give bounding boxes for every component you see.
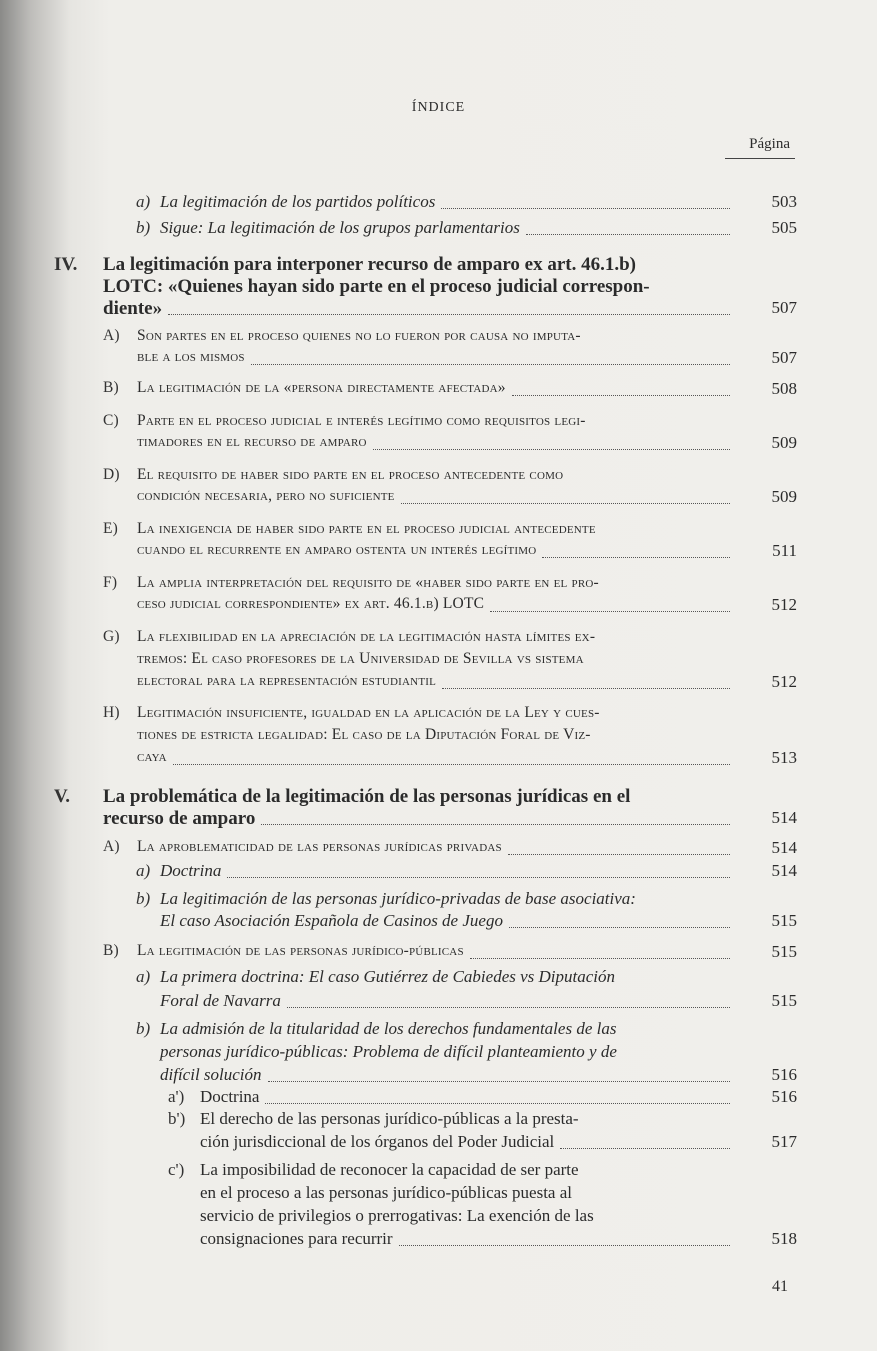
dot-leader [470,958,730,959]
toc-entry-page: 509 [771,433,797,452]
page-title: ÍNDICE [411,100,466,115]
dot-leader [526,234,730,235]
toc-entry-text: timadores en el recurso de amparo [137,433,367,450]
toc-entry-text: ble a los mismos [137,348,245,365]
dot-leader [508,854,730,855]
toc-entry-page: 513 [771,748,797,767]
toc-entry-text: en el proceso a las personas jurídico-públicas puesta al [200,1183,572,1202]
toc-entry-page: 512 [771,595,797,614]
toc-entry-label: a) [136,192,151,211]
toc-entry-label: c') [168,1160,185,1179]
toc-entry-page: 508 [771,379,797,398]
toc-entry-label: C) [103,412,119,429]
toc-entry-label: V. [54,786,71,807]
toc-entry-text: Son partes en el proceso quienes no lo fueron por causa no imputa- [137,327,581,344]
toc-entry-text: caya [137,748,167,765]
toc-entry-label: a') [168,1087,185,1106]
toc-entry-page: 518 [771,1229,797,1248]
dot-leader [560,1148,730,1149]
dot-leader [227,877,730,878]
toc-entry-label: A) [103,838,120,855]
toc-entry-label: B) [103,379,119,396]
toc-entry-page: 505 [771,218,797,237]
toc-entry-label: G) [103,628,120,645]
dot-leader [265,1103,730,1104]
dot-leader [442,688,730,689]
dot-leader [373,449,730,450]
toc-entry-label: b) [136,1019,151,1038]
toc-entry-text: cuando el recurrente en amparo ostenta un interés legítimo [137,541,537,558]
toc-entry-page: 514 [771,808,797,827]
dot-leader [268,1081,730,1082]
toc-entry-text: electoral para la representación estudiantil [137,672,437,689]
toc-entry-text: El derecho de las personas jurídico-públicas a la presta- [200,1109,579,1128]
dot-leader [399,1245,730,1246]
dot-leader [287,1007,730,1008]
toc-entry-page: 512 [771,672,797,691]
toc-entry-text: La legitimación de las personas jurídico-públicas [137,942,464,959]
toc-entry-label: E) [103,520,119,537]
toc-entry-label: F) [103,574,118,591]
toc-entry-text: condición necesaria, pero no suficiente [137,487,395,504]
toc-entry-text: LOTC: «Quienes hayan sido parte en el proceso judicial correspon- [103,276,650,297]
toc-entry-label: IV. [54,254,78,275]
dot-leader [509,927,730,928]
toc-entry-page: 507 [771,298,797,317]
toc-entry-label: D) [103,466,120,483]
toc-entry-text: La aproblematicidad de las personas jurídicas privadas [137,838,502,855]
toc-entry-text: Legitimación insuficiente, igualdad en la aplicación de la Ley y cues- [137,704,600,721]
toc-entry-text: Parte en el proceso judicial e interés legítimo como requisitos legi- [137,412,586,429]
page-number: 41 [772,1278,788,1295]
toc-entry-text: La primera doctrina: El caso Gutiérrez de Cabiedes vs Diputación [160,967,616,986]
toc-entry-text: La legitimación de los partidos políticos [160,192,436,211]
toc-entry-text: recurso de amparo [103,808,256,829]
dot-leader [512,395,730,396]
toc-entry-text: La admisión de la titularidad de los derechos fundamentales de las [160,1019,617,1038]
page-column-label: Página [749,136,790,152]
toc-entry-text: El caso Asociación Española de Casinos de Juego [160,911,503,930]
toc-entry-page: 514 [771,838,797,857]
header-divider [725,158,795,159]
toc-entry-text: ceso judicial correspondiente» ex art. 46.1.b) LOTC [137,595,485,612]
dot-leader [490,611,730,612]
toc-entry-text: Doctrina [200,1087,260,1106]
dot-leader [261,824,730,825]
toc-entry-label: H) [103,704,120,721]
toc-entry-text: La amplia interpretación del requisito de «haber sido parte en el pro- [137,574,599,591]
toc-entry-page: 515 [771,942,797,961]
toc-entry-page: 511 [772,541,797,560]
toc-entry-label: B) [103,942,119,959]
toc-entry-text: difícil solución [160,1065,262,1084]
toc-entry-text: Foral de Navarra [160,991,281,1010]
toc-entry-text: tiones de estricta legalidad: El caso de la Diputación Foral de Viz- [137,726,591,743]
toc-entry-page: 503 [771,192,797,211]
toc-entry-text: consignaciones para recurrir [200,1229,393,1248]
toc-entry-page: 516 [771,1087,797,1106]
toc-entry-label: a) [136,967,151,986]
toc-entry-page: 515 [771,911,797,930]
toc-entry-text: La legitimación de las personas jurídico-privadas de base asociativa: [160,889,636,908]
dot-leader [401,503,730,504]
toc-entry-page: 515 [771,991,797,1010]
toc-entry-text: La imposibilidad de reconocer la capacidad de ser parte [200,1160,579,1179]
toc-entry-page: 517 [771,1132,797,1151]
toc-entry-label: a) [136,861,151,880]
dot-leader [542,557,730,558]
toc-entry-page: 507 [771,348,797,367]
dot-leader [441,208,730,209]
toc-entry-label: A) [103,327,120,344]
toc-entry-page: 514 [771,861,797,880]
toc-entry-text: diente» [103,298,163,319]
toc-entry-text: La problemática de la legitimación de las personas jurídicas en el [103,786,631,807]
toc-entry-page: 516 [771,1065,797,1084]
toc-entry-text: personas jurídico-públicas: Problema de difícil planteamiento y de [160,1042,617,1061]
toc-entry-text: La flexibilidad en la apreciación de la legitimación hasta límites ex- [137,628,596,645]
dot-leader [173,764,730,765]
toc-entry-label: b) [136,889,151,908]
toc-entry-text: Sigue: La legitimación de los grupos parlamentarios [160,218,520,237]
toc-entry-page: 509 [771,487,797,506]
toc-entry-text: Doctrina [160,861,222,880]
toc-entry-label: b') [168,1109,186,1128]
toc-entry-text: servicio de privilegios o prerrogativas: La exención de las [200,1206,594,1225]
dot-leader [168,314,730,315]
toc-entry-label: b) [136,218,151,237]
dot-leader [251,364,730,365]
toc-entry-text: La inexigencia de haber sido parte en el proceso judicial antecedente [137,520,596,537]
toc-entry-text: La legitimación para interponer recurso de amparo ex art. 46.1.b) [103,254,636,275]
toc-entry-text: La legitimación de la «persona directamente afectada» [137,379,506,396]
toc-entry-text: ción jurisdiccional de los órganos del Poder Judicial [200,1132,555,1151]
toc-entry-text: El requisito de haber sido parte en el proceso antecedente como [137,466,564,483]
toc-entry-text: tremos: El caso profesores de la Universidad de Sevilla vs sistema [137,650,584,667]
